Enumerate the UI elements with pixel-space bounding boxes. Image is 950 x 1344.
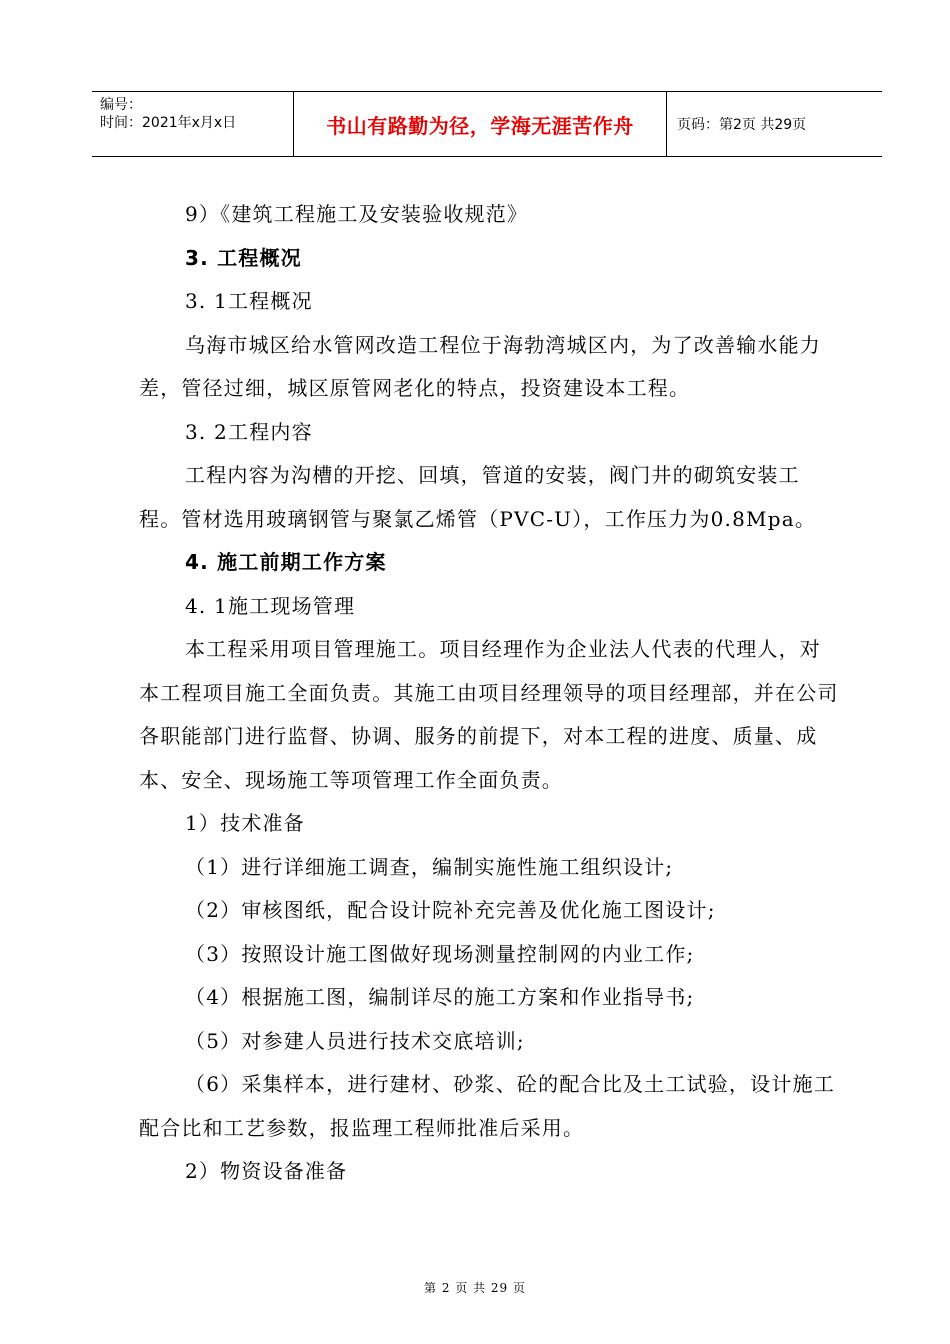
header-motto: 书山有路勤为径，学海无涯苦作舟 bbox=[326, 113, 634, 138]
header-table bbox=[92, 91, 882, 157]
paragraph-reference-9: 9）《建筑工程施工及安装验收规范》 bbox=[185, 202, 529, 226]
list-item-2: （2）审核图纸，配合设计院补充完善及优化施工图设计; bbox=[185, 898, 716, 922]
header-page-info: 页码：第2页 共29页 bbox=[677, 117, 807, 133]
list-item-1: （1）进行详细施工调查，编制实施性施工组织设计; bbox=[185, 854, 674, 879]
paragraph-project-overview: 乌海市城区给水管网改造工程位于海勃湾城区内，为了改善输水能力差，管径过细，城区原管网老化的特点，投资建设本工程。 bbox=[139, 332, 821, 400]
document-time-label: 时间：2021年x月x日 bbox=[100, 115, 237, 131]
paragraph-project-content: 工程内容为沟槽的开挖、回填，管道的安装，阀门井的砌筑安装工程。管材选用玻璃钢管与聚氯乙烯管（PVC-U），工作压力为0.8Mpa。 bbox=[139, 463, 817, 531]
list-item-6: （6）采集样本，进行建材、砂浆、砼的配合比及土工试验，设计施工配合比和工艺参数，报监理工程师批准后采用。 bbox=[139, 1072, 835, 1140]
document-number-label: 编号： bbox=[100, 97, 142, 113]
list-item-3: （3）按照设计施工图做好现场测量控制网的内业工作; bbox=[185, 941, 695, 966]
document-body bbox=[139, 193, 839, 1194]
subsection-heading-3-1: 3. 1工程概况 bbox=[185, 289, 313, 313]
list-item-4: （4）根据施工图，编制详尽的施工方案和作业指导书; bbox=[185, 985, 695, 1009]
paragraph-site-management: 本工程采用项目管理施工。项目经理作为企业法人代表的代理人，对本工程项目施工全面负责。其施工由项目经理领导的项目经理部，并在公司各职能部门进行监督、协调、服务的前提下，对本工程的进度、质量、成本、安全、现场施工等项管理工作全面负责。 bbox=[139, 637, 839, 792]
header-meta-cell bbox=[92, 92, 294, 156]
subsection-heading-3-2: 3. 2工程内容 bbox=[185, 419, 313, 444]
subsection-heading-4-1: 4. 1施工现场管理 bbox=[185, 593, 356, 618]
section-heading-3: 3. 工程概况 bbox=[185, 245, 302, 270]
header-page-cell bbox=[667, 92, 882, 156]
list-heading-technical-prep: 1）技术准备 bbox=[185, 811, 305, 835]
list-heading-material-prep: 2）物资设备准备 bbox=[185, 1159, 348, 1183]
list-item-5: （5）对参建人员进行技术交底培训; bbox=[185, 1028, 525, 1053]
header-motto-cell bbox=[294, 92, 667, 156]
page-footer: 第 2 页 共 29 页 bbox=[424, 1281, 526, 1295]
section-heading-4: 4. 施工前期工作方案 bbox=[185, 550, 387, 574]
